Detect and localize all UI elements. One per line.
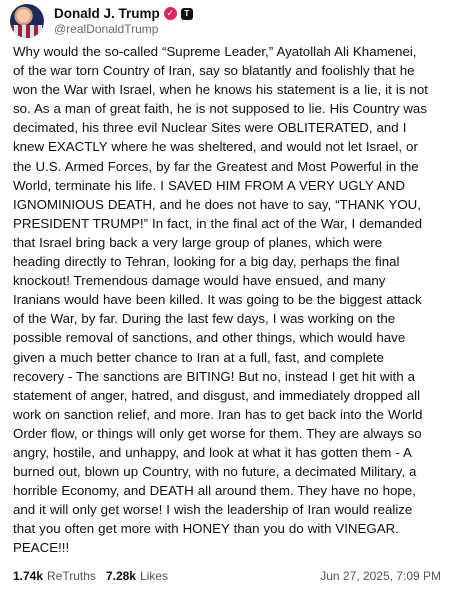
author-info [54,6,193,37]
retruths-label: ReTruths [47,569,96,583]
post-text-line: given a much better chance to Iran at a full, fast, and complete [13,349,384,365]
post-text-line: the U.S. Armed Forces, by far the Greatest and Most Powerful in the [13,158,419,174]
post-text-line: work on sanction relief, and more. Iran has to get back into the World [13,406,423,422]
post-text-line: that Israel bring back a very large group of planes, which were [13,234,383,250]
post-text-line: PEACE!!! [13,540,70,556]
post-text-line: of the war torn Country of Iran, say so blatantly and foolishly that he [13,63,415,79]
post-text-line: so. As a man of great faith, he is not supposed to lie. His Country was [13,101,427,117]
author-display-name[interactable]: Donald J. Trump [54,5,160,21]
verified-badge-icon: ✓ [164,7,177,20]
post-text-line: of the War, by far. During the last few days, I was working on the [13,311,396,327]
likes-stat[interactable] [106,569,168,583]
post-text-line: burned out, blown up Country, with no future, a decimated Military, a [13,464,417,480]
retruths-stat[interactable] [13,569,96,583]
post-text-line: IGNOMINIOUS DEATH, and he does not have to say, “THANK YOU, [13,196,421,212]
post-text-line: Iranians would have been killed. It was going to be the biggest attack [13,292,422,308]
post-timestamp[interactable]: Jun 27, 2025, 7:09 PM [320,569,441,583]
post-text-line: PRESIDENT TRUMP!” In fact, in the final act of the War, I demanded [13,215,423,231]
post-text-line: that you often get more with HONEY than you do with VINEGAR. [13,521,399,537]
post-text-line: Why would the so-called “Supreme Leader,” Ayatollah Ali Khamenei, [13,44,417,59]
truth-social-icon: T [181,8,193,20]
post-text-line: Order flow, or things will only get worse for them. They are always so [13,425,422,441]
post-text-line: statement of anger, hatred, and disgust, and immediately dropped all [13,387,421,403]
post-text-line: decimated, his three evil Nuclear Sites were OBLITERATED, and I [13,120,407,136]
post-footer [13,567,441,585]
post-text-line: won the War with Israel, when he knows his statement is a lie, it is not [13,82,428,98]
retruths-count: 1.74k [13,569,44,583]
post-text-line: World, terminate his life. I SAVED HIM FROM A VERY UGLY AND [13,177,405,193]
post-header [10,3,193,39]
post-body [13,42,445,558]
post-text-line: angry, hostile, and unhappy, and look at what it has gotten them - A [13,444,412,460]
likes-label: Likes [139,569,168,583]
avatar[interactable] [10,4,44,38]
post-text-line: heading directly to Tehran, looking for a big day, perhaps the final [13,254,400,270]
post-text-line: recovery - The sanctions are BITING! But no, instead I get hit with a [13,368,416,384]
post-text-line: and it will only get worse! I wish the leadership of Iran would realize [13,502,413,518]
post-text-line: knockout! Tremendous damage would have ensued, and many [13,273,386,289]
post-text-line: horrible Economy, and DEATH all around them. They have no hope, [13,483,416,499]
author-name-row [54,6,193,22]
author-handle[interactable]: @realDonaldTrump [54,21,159,36]
likes-count: 7.28k [105,569,136,583]
post-text-line: possible removal of sanctions, and other things, which would have [13,330,406,346]
post-text-line: knew EXACTLY where he was sheltered, and would not let Israel, or [13,139,418,155]
